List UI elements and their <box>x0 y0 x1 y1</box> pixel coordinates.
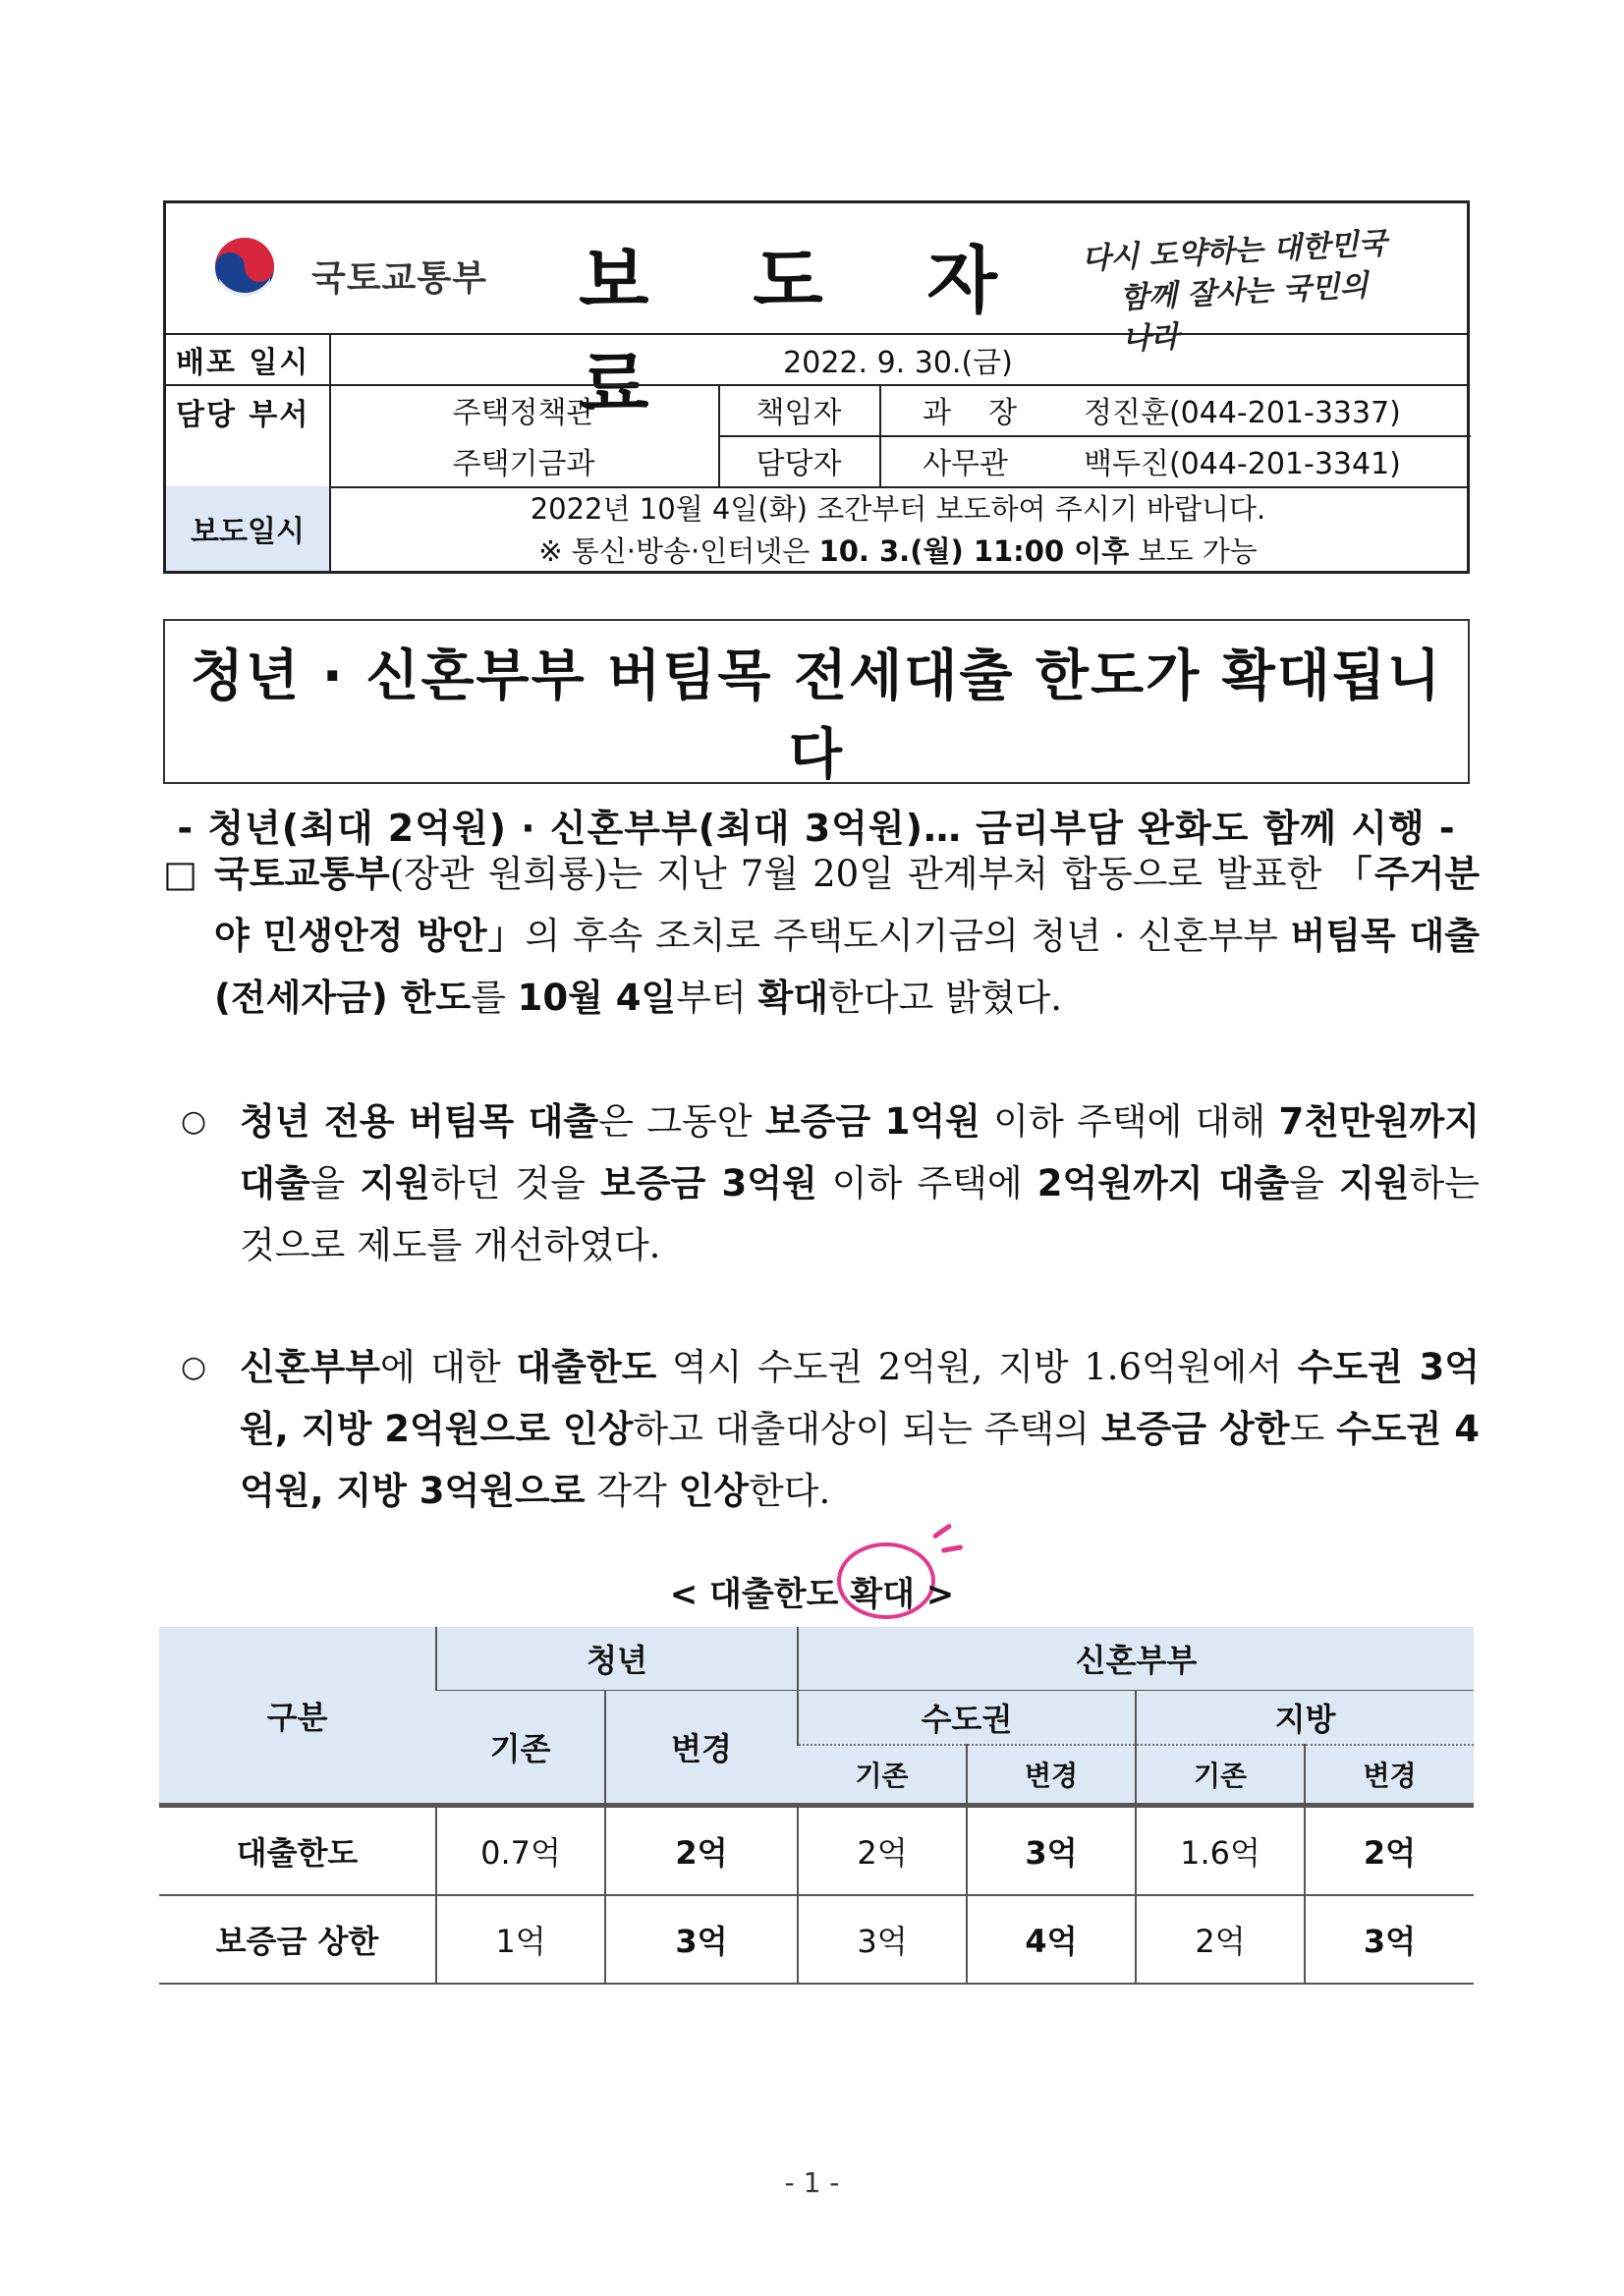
embargo-line-2 <box>329 529 1467 571</box>
emphasis-text: 신혼부부 <box>240 1346 380 1388</box>
emphasis-text: 수도권 4억원, 지방 3억원으로 <box>240 1408 1481 1512</box>
highlight-mark <box>941 1544 964 1553</box>
role-1: 책임자 <box>756 396 842 430</box>
department-2: 주택기금과 <box>452 447 595 481</box>
slogan-line-2: 함께 잘사는 국민의 나라 <box>1119 268 1370 358</box>
emphasis-text: 확대 <box>757 977 829 1019</box>
body-text: 역시 수도권 2억원, 지방 1.6억원에서 <box>656 1346 1298 1388</box>
body-text: 한다고 밝혔다. <box>828 977 1062 1019</box>
emphasis-text: 지원 <box>360 1162 430 1204</box>
header-category: 구분 <box>159 1627 436 1806</box>
table-cell: 2억 <box>605 1806 798 1896</box>
sub-headline: - 청년(최대 2억원) · 신혼부부(최대 3억원)… 금리부담 완화도 함께 시행 - <box>177 807 1456 850</box>
table-cell: 2억 <box>798 1806 967 1896</box>
headline-box <box>163 619 1470 850</box>
department-row <box>166 384 1467 486</box>
press-title: 보 도 자 료 <box>579 239 1036 427</box>
embargo-line-1: 2022년 10월 4일(화) 조간부터 보도하여 주시기 바랍니다. <box>530 492 1266 526</box>
body-text: 에 대한 <box>379 1346 517 1388</box>
title-1: 과 장 <box>923 396 1018 430</box>
emphasis-text: 대출한도 <box>516 1346 657 1388</box>
body-text: 도 <box>1289 1408 1337 1450</box>
emphasis-text: 청년 전용 버팀목 대출 <box>240 1100 599 1143</box>
header-local-after: 변경 <box>1305 1745 1474 1806</box>
header-local: 지방 <box>1136 1691 1474 1746</box>
emphasis-text: 수도권 3억원, 지방 2억원으로 인상 <box>240 1346 1481 1450</box>
body-text: 각각 <box>585 1470 679 1512</box>
slogan-line-1: 다시 도약하는 대한민국 <box>1081 226 1388 277</box>
ministry-logo <box>205 233 530 302</box>
government-slogan <box>1081 226 1406 358</box>
title-2: 사무관 <box>923 447 1008 481</box>
body-text: 의 후속 조치로 주택도시기금의 청년 · 신혼부부 <box>525 915 1291 957</box>
body-text: 이하 주택에 대해 <box>980 1100 1279 1143</box>
header-youth-before: 기존 <box>436 1691 605 1806</box>
square-bullet-icon: □ <box>163 853 197 895</box>
table-cell: 2억 <box>1305 1806 1474 1896</box>
emphasis-text: 2억원까지 대출 <box>1036 1162 1290 1204</box>
body-text: 을 <box>309 1162 361 1204</box>
header-capital: 수도권 <box>798 1691 1136 1746</box>
header-newlywed: 신혼부부 <box>798 1627 1474 1691</box>
press-header <box>163 200 1470 574</box>
body-text: 하고 대출대상이 되는 주택의 <box>633 1408 1101 1450</box>
table-cell: 1.6억 <box>1136 1806 1305 1896</box>
org-name: 국토교통부 <box>311 258 487 299</box>
table-header-row <box>159 1627 1474 1691</box>
embargo-row <box>166 486 1467 571</box>
distribution-date: 2022. 9. 30.(금) <box>783 346 1013 380</box>
body-text: 하던 것을 <box>429 1162 601 1204</box>
circle-bullet-icon: ○ <box>181 1350 207 1384</box>
emphasis-text: 보증금 3억원 <box>600 1162 817 1204</box>
table-row <box>159 1895 1474 1984</box>
embargo-note-suffix: 보도 가능 <box>1129 534 1258 568</box>
paragraph-3 <box>163 1336 1480 1522</box>
header-youth: 청년 <box>436 1627 798 1691</box>
body-text: 은 그동안 <box>598 1100 765 1143</box>
table-cell: 4억 <box>967 1895 1136 1984</box>
header-local-before: 기존 <box>1136 1745 1305 1806</box>
distribution-label: 배포 일시 <box>176 346 310 380</box>
body-text: 하는 것으로 제도를 개선하였다. <box>240 1162 1480 1266</box>
department-label: 담당 부서 <box>176 398 310 432</box>
emphasis-text: 보증금 1억원 <box>764 1100 980 1143</box>
table-row <box>159 1806 1474 1896</box>
paragraph-3-text <box>163 1336 1480 1522</box>
emphasis-text: 보증금 상한 <box>1100 1408 1290 1450</box>
table-cell: 2억 <box>1136 1895 1305 1984</box>
paragraph-1-text <box>163 843 1480 1029</box>
page-number: - 1 - <box>784 2166 840 2199</box>
department-1: 주택정책관 <box>452 396 595 430</box>
highlight-mark <box>932 1523 953 1540</box>
paragraph-2 <box>163 1091 1480 1276</box>
distribution-row <box>166 335 1467 384</box>
row-label: 대출한도 <box>159 1806 436 1896</box>
body-text: (장관 원희룡)는 지난 7월 20일 관계부처 합동으로 발표한 <box>389 853 1336 895</box>
embargo-note: ※ 통신·방송·인터넷은 <box>538 534 819 568</box>
emphasis-text: 지원 <box>1339 1162 1410 1204</box>
table-caption: < 대출한도 확대 > <box>669 1575 955 1614</box>
contact-2: 백두진(044-201-3341) <box>1084 447 1401 481</box>
table-cell: 3억 <box>605 1895 798 1984</box>
body-text: 를 <box>471 977 518 1019</box>
headline: 청년 · 신혼부부 버팀목 전세대출 한도가 확대됩니다 <box>190 644 1443 787</box>
table-cell: 3억 <box>967 1806 1136 1896</box>
embargo-time: 10. 3.(월) 11:00 이후 <box>818 534 1130 568</box>
table-cell: 0.7억 <box>436 1806 605 1896</box>
table-cell: 3억 <box>1305 1895 1474 1984</box>
table-cell: 1억 <box>436 1895 605 1984</box>
table-cell: 3억 <box>798 1895 967 1984</box>
body-text: 부터 <box>676 977 758 1019</box>
emphasis-text: 10월 4일 <box>517 977 677 1019</box>
contact-1: 정진훈(044-201-3337) <box>1084 396 1401 430</box>
circle-bullet-icon: ○ <box>181 1104 207 1139</box>
body-text: 을 <box>1289 1162 1340 1204</box>
emphasis-text: 버팀목 대출(전세자금) 한도 <box>214 915 1480 1019</box>
emphasis-text: 인상 <box>678 1470 749 1512</box>
emphasis-text: 「주거분야 민생안정 방안」 <box>214 853 1480 957</box>
header-capital-after: 변경 <box>967 1745 1136 1806</box>
body-text: 이하 주택에 <box>816 1162 1037 1204</box>
paragraph-2-text <box>163 1091 1480 1276</box>
paragraph-1 <box>163 843 1480 1029</box>
emphasis-text: 국토교통부 <box>214 853 390 895</box>
taegeuk-logo-icon <box>205 233 300 302</box>
loan-limit-table <box>159 1627 1474 1985</box>
body-text: 한다. <box>749 1470 831 1512</box>
emphasis-text: 7천만원까지 대출 <box>240 1100 1480 1204</box>
embargo-label: 보도일시 <box>166 486 329 571</box>
header-youth-after: 변경 <box>605 1691 798 1806</box>
row-label: 보증금 상한 <box>159 1895 436 1984</box>
role-2: 담당자 <box>756 447 842 481</box>
header-capital-before: 기존 <box>798 1745 967 1806</box>
